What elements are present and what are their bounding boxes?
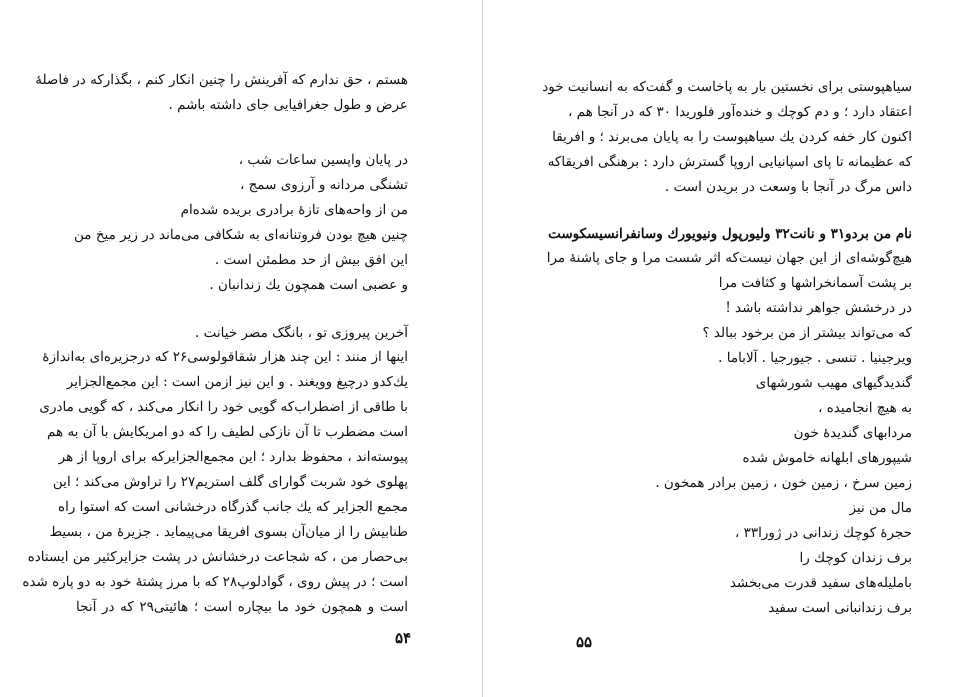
verse-line: که می‌تواند بیشتر از من برخود ببالد ؟ xyxy=(702,325,912,341)
verse-line: من از واحه‌های تازهٔ برادری بریده شده‌ام xyxy=(180,202,408,218)
verse-line: تشنگی مردانه و آرزوی سمج ، xyxy=(239,177,408,193)
verse-line: در درخشش جواهر نداشته باشد ! xyxy=(725,300,912,316)
right-stanza xyxy=(546,246,912,621)
verse-line: مال من نیز xyxy=(849,500,912,516)
right-page xyxy=(483,0,965,697)
text-line: که عظیمانه تا پای اسپانیایی اروپا گسترش دارد : برهنگی افریقاکه xyxy=(547,154,912,170)
verse-line: بر پشت آسمانخراشها و کثافت مرا xyxy=(718,275,912,291)
verse-line: مردابهای گندیدهٔ خون xyxy=(793,425,912,441)
verse-line: برف زندان کوچك را xyxy=(799,550,912,566)
verse-line: باملیله‌های سفید قدرت می‌بخشد xyxy=(729,575,912,591)
left-heading-block xyxy=(76,321,408,346)
right-heading-block xyxy=(548,222,912,247)
left-page xyxy=(0,0,482,697)
text-line: یك‌کدو درچیغ وویغند . و این نیز ازمن است : این مجمع‌الجزایر xyxy=(66,374,408,390)
verse-line: و عصبی است همچون یك زندانبان . xyxy=(209,277,408,293)
text-line: بی‌حصار من ، که شجاعت درخشانش در پشت جزایرکثیر من ایستاده xyxy=(27,549,408,565)
text-line: پهلوی خود شربت گوارای گلف استریم۲۷ را تراوش می‌کند ؛ این xyxy=(52,474,408,490)
text-line: عرض و طول جغرافیایی جای داشته باشم . xyxy=(168,97,408,113)
text-line: است مضطرب تا آن نازکی لطیف را که دو امریکایش با آن به هم xyxy=(47,424,408,440)
text-line: است ؛ در پیش روی ، گوادلوپ۲۸ که با مرز پشتهٔ خود به دو پاره شده xyxy=(22,574,408,590)
section-heading: آخرین پیروزی تو ، بانگک مصر خیانت . xyxy=(195,325,408,341)
left-paragraph-2 xyxy=(22,345,409,620)
verse-line: این افق بیش از حد مطمئن است . xyxy=(214,252,408,268)
left-paragraph-1 xyxy=(35,68,408,118)
text-line: است و همچون خود ما بیچاره است ؛ هائیتی۲۹ که در آنجا xyxy=(76,599,409,615)
verse-line: شیپورهای ابلهانه خاموش شده xyxy=(742,450,912,466)
verse-line: زمین سرخ ، زمین خون ، زمین برادر همخون . xyxy=(655,475,912,491)
section-heading: نام من بردو۳۱ و نانت۳۲ ولیورپول ونیویورك وسانفرانسیسکوست xyxy=(548,226,912,242)
text-line: با طاقی از اضطراب‌که گویی خود را انکار می‌کند ، که گویی مادری xyxy=(39,399,408,415)
verse-line: گندیدگیهای مهیب شورشهای xyxy=(755,375,912,391)
text-line: اینها از منند : این چند هزار شقاقولوسی۲۶ که درجزیره‌ای به‌اندازهٔ xyxy=(42,349,408,365)
left-stanza xyxy=(76,148,408,298)
text-line: اکنون کار خفه کردن یك سیاهپوست را به پایان می‌برند ؛ و افریقا xyxy=(552,129,912,145)
verse-line: حجرهٔ کوچك زندانی در ژورا۳۳ ، xyxy=(734,525,912,541)
text-line: هستم ، حق ندارم که آفرینش را چنین انکار کنم ، بگذارکه در فاصلهٔ xyxy=(35,72,408,88)
verse-line: به هیچ انجامیده ، xyxy=(818,400,912,416)
text-line: پیوسته‌اند ، محفوظ بدارد ؛ این مجمع‌الجزایرکه برای اروپا از هر xyxy=(58,449,408,465)
page-number: ۵۴ xyxy=(395,629,412,647)
text-line: اعتقاد دارد ؛ و دم کوچك و خنده‌آور فلوریدا ۳۰ که در آنجا هم ، xyxy=(568,104,912,120)
text-line: مجمع الجزایر که یك جانب گذرگاه درخشانی است که استوا راه xyxy=(58,499,408,515)
verse-line: برف زندانبانی است سفید xyxy=(768,600,912,616)
text-line: طنابیش را از میان‌آن بسوی افریقا می‌پیماید . جزیرهٔ من ، بسیط xyxy=(49,524,408,540)
right-paragraph-1 xyxy=(542,75,912,200)
text-line: داس مرگ در آنجا با وسعت در بریدن است . xyxy=(664,179,912,195)
text-line: سیاهپوستی برای نخستین بار به پاخاست و گفت‌که به انسانیت خود xyxy=(542,79,912,95)
verse-line: در پایان واپسین ساعات شب ، xyxy=(238,152,408,168)
page-number: ۵۵ xyxy=(576,633,593,651)
verse-line: چنین هیچ بودن فروتنانه‌ای به شکافی می‌ماند در زیر میخ من xyxy=(74,227,408,243)
verse-line: هیچ‌گوشه‌ای از این جهان نیست‌که اثر شست مرا و جای پاشنهٔ مرا xyxy=(546,250,912,266)
verse-line: ویرجینیا . تنسی . جیورجیا . آلاباما . xyxy=(718,350,912,366)
